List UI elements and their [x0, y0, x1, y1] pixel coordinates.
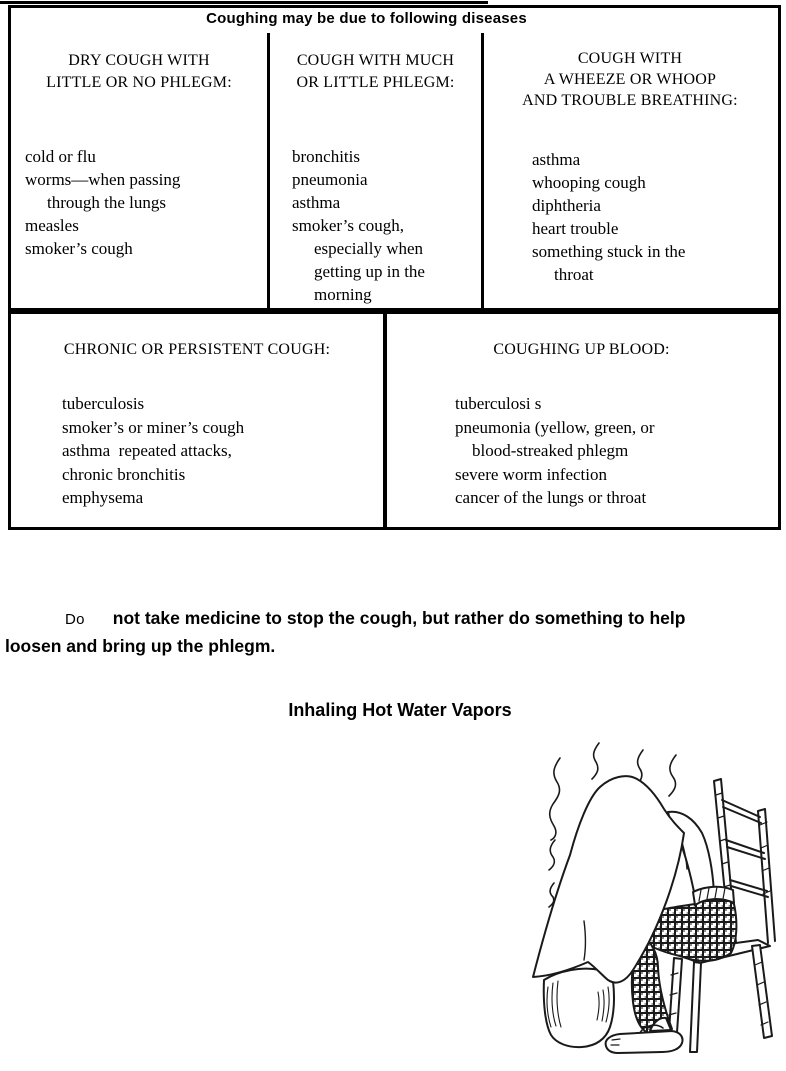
disease-item: something stuck in the [532, 242, 686, 261]
header-line: LITTLE OR NO PHLEGM: [46, 74, 232, 91]
header-line: COUGHING UP BLOOD: [493, 341, 670, 358]
disease-item: morning [314, 285, 372, 304]
cell-coughing-blood [387, 323, 776, 510]
header-line: OR LITTLE PHLEGM: [296, 74, 455, 91]
disease-item: bronchitis [292, 147, 360, 166]
figure-heading: Inhaling Hot Water Vapors [288, 700, 512, 720]
cell-header [11, 339, 383, 360]
header-line: CHRONIC OR PERSISTENT COUGH: [63, 341, 331, 358]
disease-item: getting up in the [314, 262, 425, 281]
note-line-2: loosen and bring up the phlegm. [5, 636, 276, 656]
scan-artifact-line [0, 1, 488, 4]
note-bold-text: not take medicine to stop the cough, but rather do something to help [112, 608, 686, 628]
disease-item: tuberculosi s [455, 394, 542, 413]
cell-header [11, 50, 267, 94]
table-title: Coughing may be due to following diseases [206, 10, 527, 27]
disease-item: smoker’s cough, [292, 216, 405, 235]
disease-item: through the lungs [47, 193, 166, 212]
header-line: DRY COUGH WITH [68, 52, 210, 69]
disease-item: emphysema [62, 488, 144, 507]
advisory-note [5, 605, 786, 659]
cell-items [484, 148, 776, 286]
disease-item: smoker’s cough [25, 239, 133, 258]
disease-item: diphtheria [532, 196, 601, 215]
disease-item: cold or flu [25, 147, 96, 166]
cell-header [387, 339, 776, 360]
cell-cough-with-phlegm [270, 38, 481, 306]
cell-items [11, 145, 267, 260]
bucket [544, 969, 614, 1048]
cell-items [270, 145, 481, 306]
disease-item: pneumonia [292, 170, 368, 189]
cough-diseases-table [8, 5, 781, 530]
header-line: A WHEEZE OR WHOOP [543, 71, 717, 88]
disease-item: asthma [532, 150, 581, 169]
cell-header [484, 48, 776, 111]
note-line-1 [5, 605, 786, 633]
disease-item: worms—when passing [25, 170, 181, 189]
header-line: COUGH WITH [577, 50, 683, 67]
cell-dry-cough [11, 38, 267, 260]
disease-item: smoker’s or miner’s cough [62, 417, 245, 437]
disease-item: asthma repeated attacks, [62, 441, 232, 460]
steam-inhalation-illustration [500, 740, 786, 1071]
disease-item: asthma [292, 193, 341, 212]
cell-header [270, 50, 481, 94]
note-prefix: Do [65, 611, 85, 628]
disease-item: chronic bronchitis [62, 464, 186, 484]
disease-item: cancer of the lungs or throat [455, 488, 647, 507]
cell-items [11, 392, 383, 510]
disease-item: whooping cough [532, 173, 646, 192]
row-divider [8, 308, 781, 314]
header-line: AND TROUBLE BREATHING: [522, 92, 738, 109]
disease-item: measles [25, 216, 79, 235]
disease-item: especially when [314, 239, 424, 258]
disease-item: blood-streaked phlegm [472, 441, 629, 460]
cell-items [387, 392, 776, 510]
cell-wheeze-whoop [484, 36, 776, 286]
disease-item: heart trouble [532, 219, 619, 238]
disease-item: severe worm infection [455, 464, 607, 484]
disease-item: throat [554, 265, 594, 284]
disease-item: pneumonia (yellow, green, or [455, 417, 655, 437]
disease-item: tuberculosis [62, 394, 145, 413]
header-line: COUGH WITH MUCH [296, 52, 455, 69]
cell-chronic-cough [11, 323, 383, 510]
